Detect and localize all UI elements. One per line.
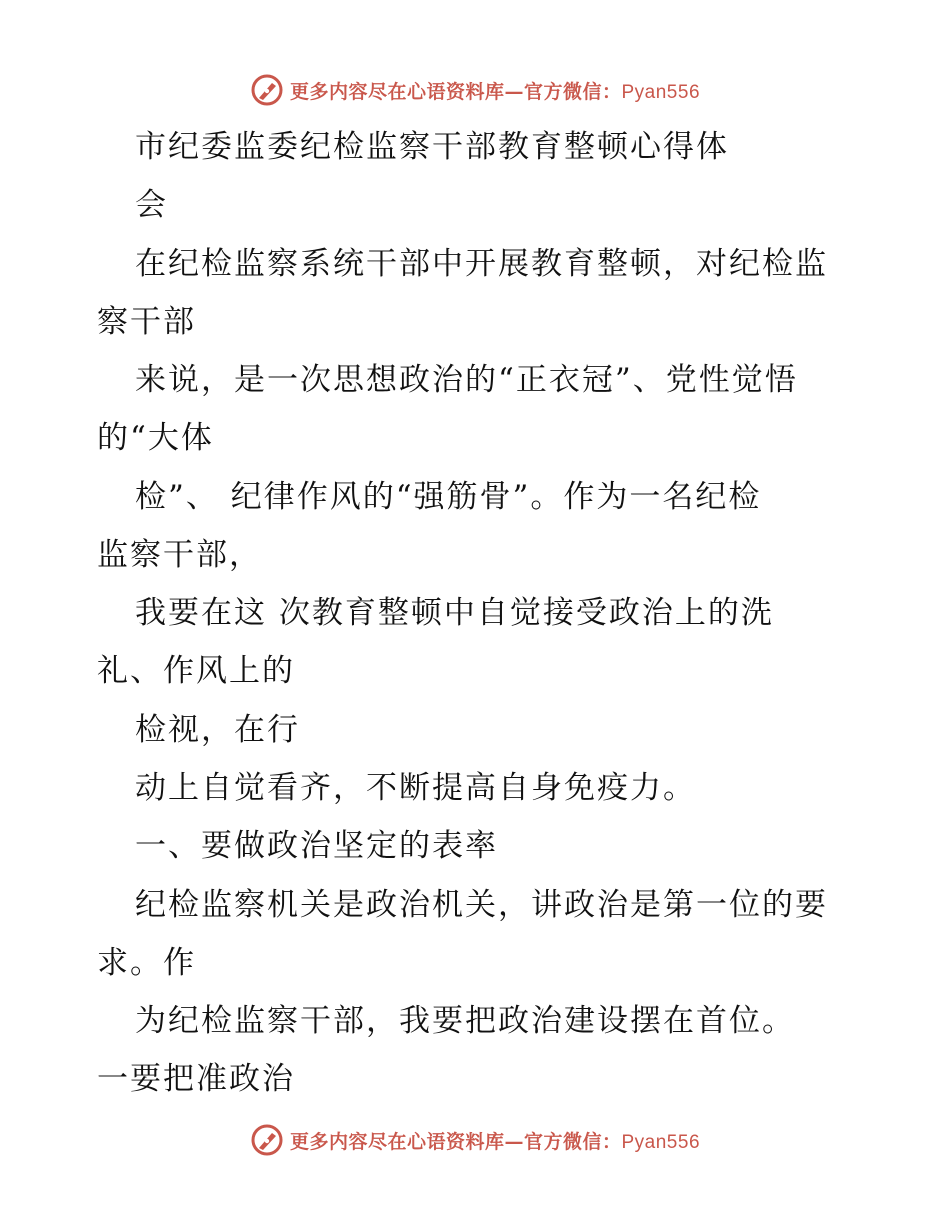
paragraph-line: 求。作 [97, 945, 196, 981]
banner-text-wechat-id: Pyan556 [621, 1131, 701, 1153]
pen-circle-logo-icon [250, 1123, 284, 1157]
banner-text-cn: 更多内容尽在心语资料库—官方微信： [289, 80, 622, 103]
paragraph-line: 一要把准政治 [97, 1061, 295, 1097]
paragraph-line: 为纪检监察干部，我要把政治建设摆在首位。 [135, 1003, 795, 1039]
banner-text [290, 1127, 700, 1154]
paragraph-line: 察干部 [97, 304, 196, 340]
paragraph-line: 监察干部， [97, 537, 262, 573]
paragraph-line: 检视，在行 [135, 712, 300, 748]
paragraph-line: 的“大体 [97, 420, 214, 456]
paragraph-line: 动上自觉看齐，不断提高自身免疫力。 [135, 770, 696, 806]
banner-text-wechat-id: Pyan556 [621, 81, 701, 103]
paragraph-line: 在纪检监察系统干部中开展教育整顿，对纪检监 [135, 246, 828, 282]
section-heading: 一、要做政治坚定的表率 [135, 828, 498, 864]
paragraph-line: 纪检监察机关是政治机关，讲政治是第一位的要 [135, 887, 828, 923]
document-title-line-1: 市纪委监委纪检监察干部教育整顿心得体 [135, 129, 729, 165]
banner-text-cn: 更多内容尽在心语资料库—官方微信： [289, 1130, 622, 1153]
paragraph-line: 我要在这 次教育整顿中自觉接受政治上的洗 [135, 595, 774, 631]
document-title-line-2: 会 [135, 187, 168, 223]
paragraph-line: 礼、作风上的 [97, 653, 295, 689]
footer-banner [0, 1120, 950, 1160]
paragraph-line: 来说，是一次思想政治的“正衣冠”、党性觉悟 [135, 362, 798, 398]
paragraph-line: 检”、 纪律作风的“强筋骨”。作为一名纪检 [135, 479, 762, 515]
